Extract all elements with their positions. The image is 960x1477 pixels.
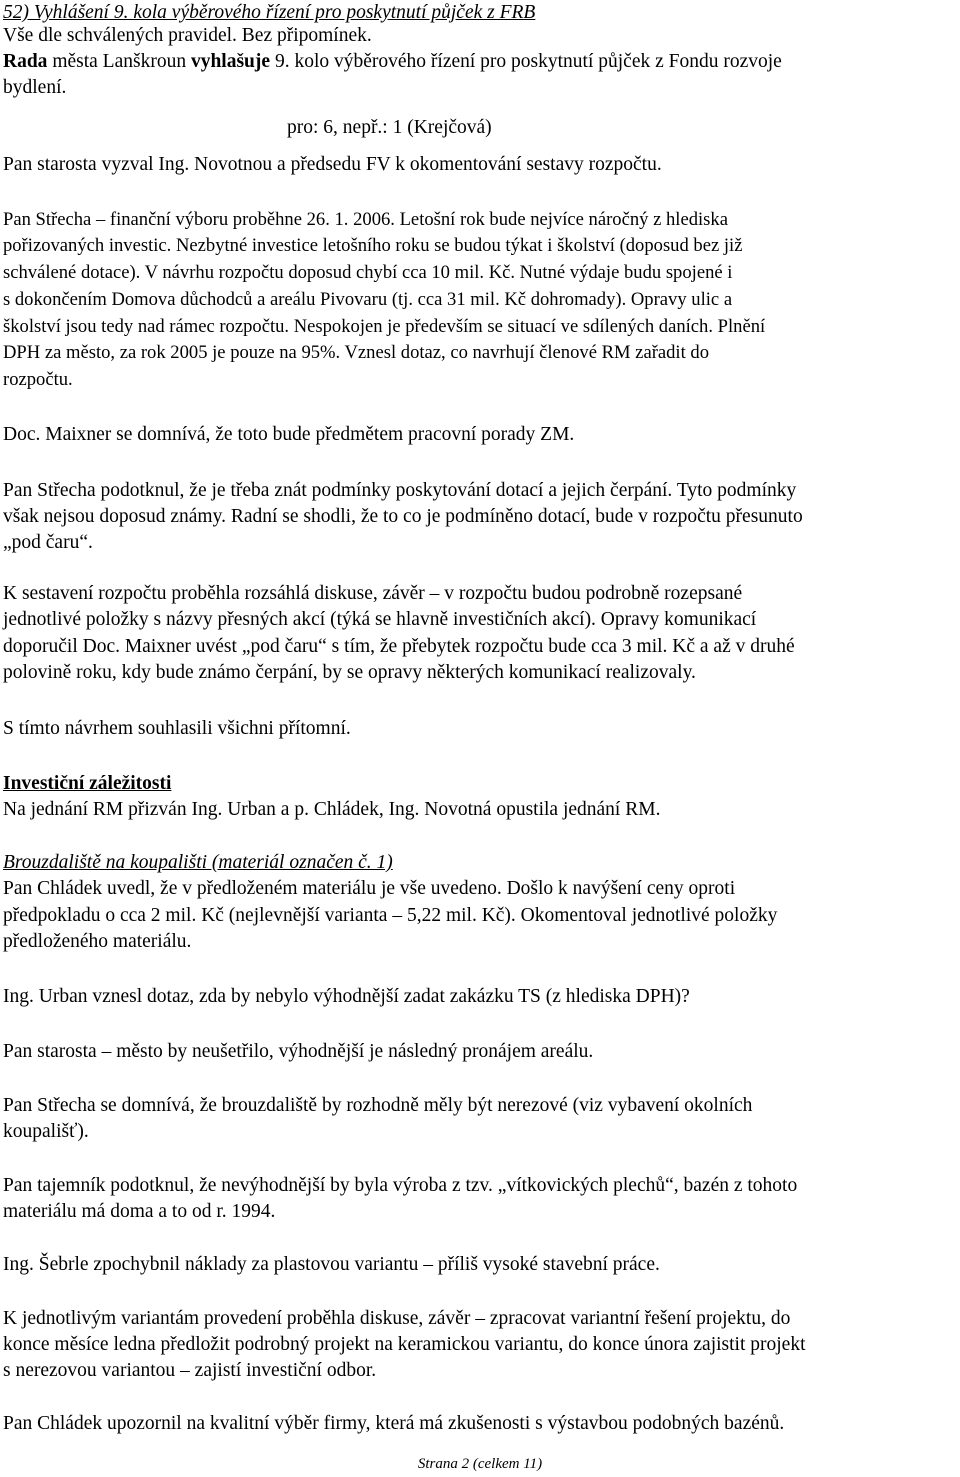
text-line: Pan starosta – město by neušetřilo, výhodnější je následný pronájem areálu. bbox=[3, 1041, 594, 1062]
text-line: materiálu má doma a to od r. 1994. bbox=[3, 1201, 276, 1222]
text-line: schválené dotace). V návrhu rozpočtu doposud chybí cca 10 mil. Kč. Nutné výdaje budu spojené i bbox=[3, 262, 733, 283]
text-line: Vše dle schválených pravidel. Bez připomínek. bbox=[3, 25, 372, 46]
text-line: polovině roku, kdy bude známo čerpání, by se opravy některých komunikací realizovaly. bbox=[3, 662, 696, 683]
text-line: Ing. Urban vznesl dotaz, zda by nebylo výhodnější zadat zakázku TS (z hlediska DPH)? bbox=[3, 986, 690, 1007]
text-line: Pan Střecha podotknul, že je třeba znát podmínky poskytování dotací a jejich čerpání. Tyto podmínky bbox=[3, 480, 797, 501]
text-line: s nerezovou variantou – zajistí investiční odbor. bbox=[3, 1360, 377, 1381]
text-line: K jednotlivým variantám provedení proběhla diskuse, závěr – zpracovat variantní řešení projektu, do bbox=[3, 1308, 791, 1329]
text-line: bydlení. bbox=[3, 77, 67, 98]
text-line: Ing. Šebrle zpochybnil náklady za plastovou variantu – příliš vysoké stavební práce. bbox=[3, 1254, 660, 1275]
text-line: K sestavení rozpočtu proběhla rozsáhlá diskuse, závěr – v rozpočtu budou podrobně rozepsané bbox=[3, 583, 743, 604]
text-line: školství jsou tedy nad rámec rozpočtu. Nespokojen je především se situací ve sdílených daních. Plnění bbox=[3, 316, 766, 337]
text-line: doporučil Doc. Maixner uvést „pod čaru“ s tím, že přebytek rozpočtu bude cca 3 mil. Kč a až v druhé bbox=[3, 636, 795, 657]
text-line: Doc. Maixner se domnívá, že toto bude předmětem pracovní porady ZM. bbox=[3, 424, 575, 445]
text-line: Pan Střecha – finanční výboru proběhne 26. 1. 2006. Letošní rok bude nejvíce náročný z hlediska bbox=[3, 209, 728, 230]
text-line: Pan tajemník podotknul, že nevýhodnější by byla výroba z tzv. „vítkovických plechů“, bazén z tohoto bbox=[3, 1175, 798, 1196]
text-line: jednotlivé položky s názvy přesných akcí (týká se hlavně investičních akcí). Opravy komunikací bbox=[3, 609, 757, 630]
text-line: rozpočtu. bbox=[3, 369, 73, 390]
bold-text: Rada bbox=[3, 51, 48, 72]
vote-result: pro: 6, nepř.: 1 (Krejčová) bbox=[287, 117, 492, 138]
page-footer: Strana 2 (celkem 11) bbox=[417, 1456, 543, 1472]
text-line: Pan Chládek upozornil na kvalitní výběr firmy, která má zkušenosti s výstavbou podobných bazénů. bbox=[3, 1413, 785, 1434]
text-line: Pan starosta vyzval Ing. Novotnou a předsedu FV k okomentování sestavy rozpočtu. bbox=[3, 154, 662, 175]
text-line bbox=[3, 49, 782, 75]
text-line: však nejsou doposud známy. Radní se shodli, že to co je podmíněno dotací, bude v rozpočtu přesunuto bbox=[3, 506, 803, 527]
bold-text: vyhlašuje bbox=[190, 51, 271, 72]
text-line: Pan Střecha se domnívá, že brouzdaliště by rozhodně měly být nerezové (viz vybavení okolních bbox=[3, 1095, 753, 1116]
text-line: předpokladu o cca 2 mil. Kč (nejlevnější varianta – 5,22 mil. Kč). Okomentoval jednotlivé položky bbox=[3, 905, 778, 926]
text-span: 9. kolo výběrového řízení pro poskytnutí půjček z Fondu rozvoje bbox=[270, 51, 782, 72]
text-line: Pan Chládek uvedl, že v předloženém materiálu je vše uvedeno. Došlo k navýšení ceny oproti bbox=[3, 878, 736, 899]
text-line: koupališť). bbox=[3, 1121, 89, 1142]
text-line: DPH za město, za rok 2005 je pouze na 95%. Vznesl dotaz, co navrhují členové RM zařadit do bbox=[3, 342, 710, 363]
subsection-heading: Brouzdaliště na koupališti (materiál označen č. 1) bbox=[3, 852, 393, 873]
text-line: pořizovaných investic. Nezbytné investice letošního roku se budou týkat i školství (doposud bez již bbox=[3, 235, 743, 256]
text-line: „pod čaru“. bbox=[3, 532, 93, 553]
section-heading: Investiční záležitosti bbox=[3, 773, 172, 794]
text-span: města Lanškroun bbox=[47, 51, 191, 72]
text-line: s dokončením Domova důchodců a areálu Pivovaru (tj. cca 31 mil. Kč dohromady). Opravy ulic a bbox=[3, 289, 733, 310]
text-line: předloženého materiálu. bbox=[3, 931, 192, 952]
text-line: S tímto návrhem souhlasili všichni přítomní. bbox=[3, 718, 351, 739]
text-line: Na jednání RM přizván Ing. Urban a p. Chládek, Ing. Novotná opustila jednání RM. bbox=[3, 799, 661, 820]
text-line: konce měsíce ledna předložit podrobný projekt na keramickou variantu, do konce února zajistit projekt bbox=[3, 1334, 806, 1355]
resolution-heading: 52) Vyhlášení 9. kola výběrového řízení pro poskytnutí půjček z FRB bbox=[3, 2, 536, 23]
